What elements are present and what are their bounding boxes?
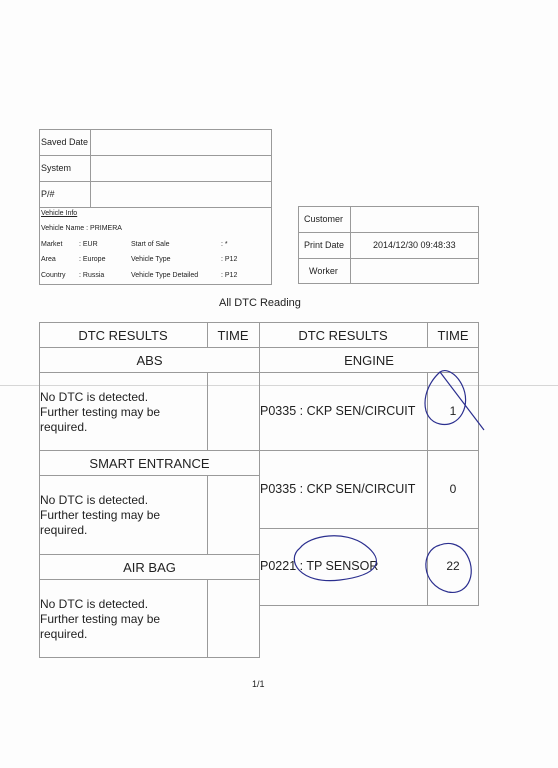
- worker-label: Worker: [309, 266, 338, 276]
- engine-dtc-code: P0335 : CKP SEN/CIRCUIT: [260, 404, 416, 418]
- customer-divider: [298, 232, 479, 233]
- column-divider: [207, 475, 208, 555]
- vehicle-info-value: : Europe: [79, 256, 106, 263]
- abs-result-text: No DTC is detected. Further testing may be required.: [40, 390, 161, 434]
- engine-dtc-code: P0335 : CKP SEN/CIRCUIT: [260, 482, 416, 496]
- vehicle-info-key: Vehicle Type Detailed: [131, 272, 199, 279]
- engine-row-divider: [259, 528, 479, 529]
- air-bag-section-title: AIR BAG: [123, 560, 176, 575]
- vehicle-info-key: Market: [41, 241, 63, 248]
- engine-row-divider: [259, 450, 479, 451]
- header-divider: [39, 155, 272, 156]
- header-divider: [39, 181, 272, 182]
- vehicle-info-key: Start of Sale: [131, 241, 170, 248]
- vehicle-info-value: : EUR: [79, 241, 98, 248]
- engine-dtc-time: 1: [449, 404, 457, 418]
- smart-entrance-section-title: SMART ENTRANCE: [89, 456, 210, 471]
- customer-divider: [298, 258, 479, 259]
- header-divider: [39, 207, 272, 208]
- engine-dtc-code: P0221 : TP SENSOR: [260, 559, 379, 573]
- vehicle-info-key: Vehicle Type: [131, 256, 171, 263]
- abs-section-title: ABS: [136, 353, 163, 368]
- left-dtc-results-header: DTC RESULTS: [78, 328, 168, 343]
- vehicle-info-title: Vehicle Info: [41, 210, 78, 217]
- customer-label: Customer: [304, 214, 344, 224]
- column-divider: [207, 579, 208, 658]
- saved-date-label: Saved Date: [41, 137, 89, 147]
- column-divider: [207, 372, 208, 451]
- smart-entrance-result-text: No DTC is detected. Further testing may be required.: [40, 493, 161, 537]
- engine-dtc-time: 22: [446, 559, 460, 573]
- engine-section-title: ENGINE: [344, 353, 394, 368]
- left-time-header: TIME: [217, 328, 249, 343]
- report-title: All DTC Reading: [219, 297, 301, 309]
- customer-divider: [350, 206, 351, 284]
- system-label: System: [41, 163, 72, 173]
- header-divider: [90, 129, 91, 207]
- vehicle-info-key: Area: [41, 256, 56, 263]
- part-number-label: P/#: [41, 189, 55, 199]
- print-date-label: Print Date: [304, 240, 345, 250]
- print-date-value: 2014/12/30 09:48:33: [373, 240, 456, 250]
- vehicle-info-value: : *: [221, 241, 228, 248]
- vehicle-name-line: Vehicle Name : PRIMERA: [41, 225, 122, 232]
- page-number: 1/1: [252, 679, 265, 689]
- engine-dtc-time: 0: [449, 482, 457, 496]
- air-bag-result-text: No DTC is detected. Further testing may be required.: [40, 597, 161, 641]
- right-time-header: TIME: [437, 328, 469, 343]
- vehicle-info-value: : P12: [221, 256, 238, 263]
- vehicle-info-value: : Russia: [79, 272, 105, 279]
- vehicle-info-value: : P12: [221, 272, 238, 279]
- vehicle-info-key: Country: [41, 272, 66, 279]
- right-dtc-results-header: DTC RESULTS: [298, 328, 388, 343]
